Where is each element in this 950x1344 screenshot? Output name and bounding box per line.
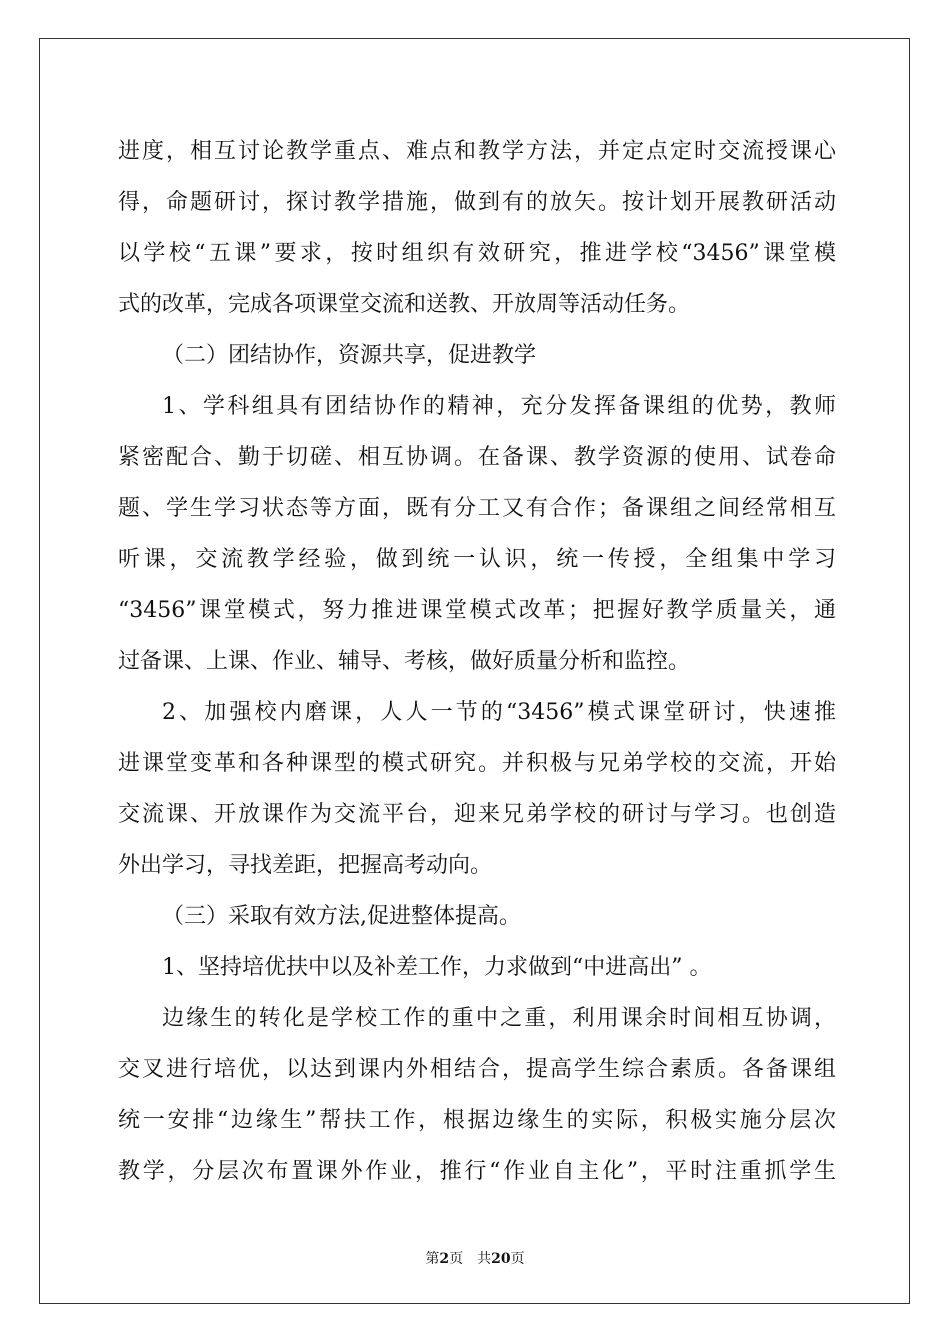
text-line: 边缘生的转化是学校工作的重中之重，利用课余时间相互协调， [162, 1006, 836, 1031]
page-mid: 页 共 [449, 1251, 492, 1267]
page-current: 2 [439, 1251, 450, 1267]
text-line: 紧密配合、勤于切磋、相互协调。在备课、教学资源的使用、试卷命 [118, 445, 836, 470]
page-prefix: 第 [425, 1251, 440, 1267]
text-line: 交流课、开放课作为交流平台，迎来兄弟学校的研讨与学习。也创造 [118, 802, 836, 827]
text-line: 进度，相互讨论教学重点、难点和教学方法，并定点定时交流授课心 [118, 139, 836, 164]
section-heading: （二）团结协作，资源共享，促进教学 [162, 343, 537, 368]
text-line: 教学，分层次布置课外作业，推行“作业自主化”，平时注重抓学生 [118, 1159, 836, 1184]
text-line: 以学校“五课”要求，按时组织有效研究，推进学校“3456”课堂模 [118, 241, 836, 266]
text-line: 交叉进行培优，以达到课内外相结合，提高学生综合素质。各备课组 [118, 1057, 836, 1082]
text-line: 得，命题研讨，探讨教学措施，做到有的放矢。按计划开展教研活动 [118, 190, 836, 215]
subsection-heading: 1、坚持培优扶中以及补差工作，力求做到“中进高出” 。 [162, 955, 712, 980]
text-line: 1、学科组具有团结协作的精神，充分发挥备课组的优势，教师 [162, 394, 836, 419]
section-heading: （三）采取有效方法,促进整体提高。 [162, 904, 521, 929]
text-line: “3456”课堂模式，努力推进课堂模式改革；把握好教学质量关，通 [118, 598, 836, 623]
text-line: 题、学生学习状态等方面，既有分工又有合作；备课组之间经常相互 [118, 496, 836, 521]
text-line: 进课堂变革和各种课型的模式研究。并积极与兄弟学校的交流，开始 [118, 751, 836, 776]
page-total: 20 [491, 1251, 511, 1267]
text-line: 2、加强校内磨课，人人一节的“3456”模式课堂研讨，快速推 [162, 700, 836, 725]
page-footer [0, 1248, 950, 1268]
text-line: 式的改革，完成各项课堂交流和送教、开放周等活动任务。 [118, 292, 691, 317]
page-suffix: 页 [510, 1251, 525, 1267]
document-body [118, 126, 836, 1197]
text-line: 外出学习，寻找差距，把握高考动向。 [118, 853, 493, 878]
text-line: 听课，交流教学经验，做到统一认识，统一传授，全组集中学习 [118, 547, 836, 572]
text-line: 统一安排“边缘生”帮扶工作，根据边缘生的实际，积极实施分层次 [118, 1108, 836, 1133]
text-line: 过备课、上课、作业、辅导、考核，做好质量分析和监控。 [118, 649, 691, 674]
